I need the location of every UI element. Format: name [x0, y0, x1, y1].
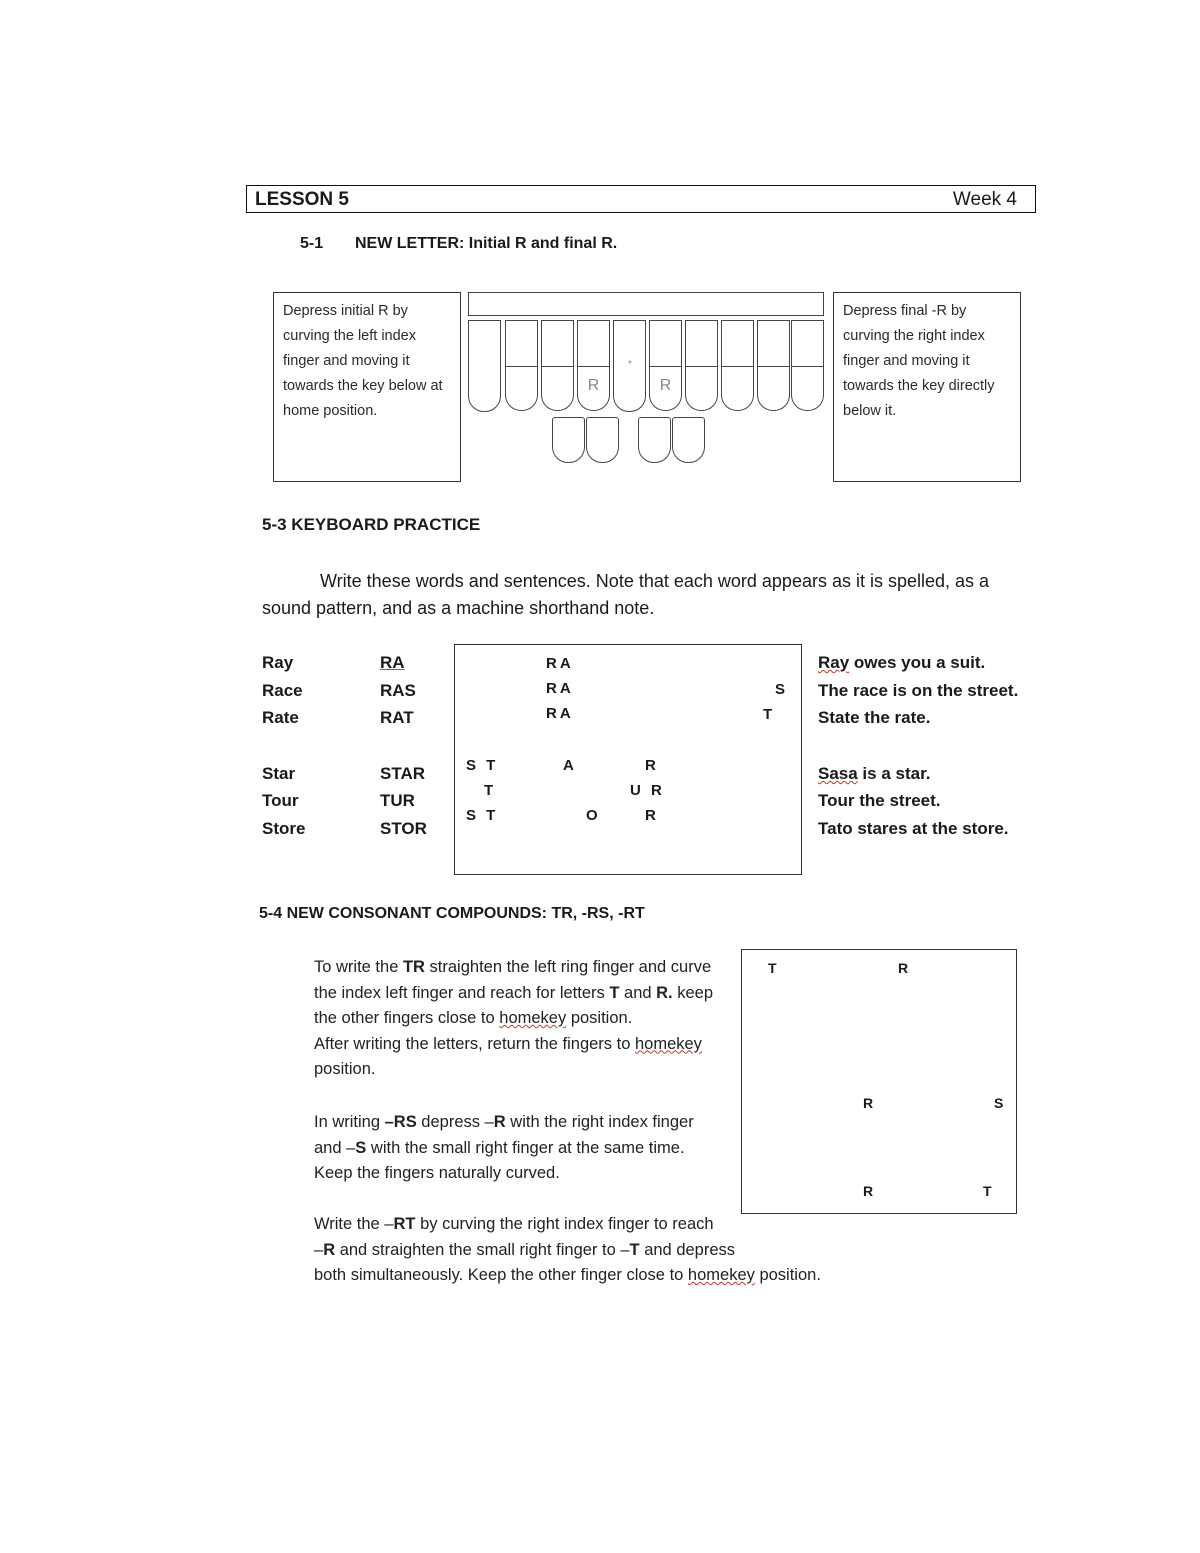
- key-star: [613, 320, 646, 412]
- sentence-rest: owes you a suit.: [849, 653, 986, 672]
- week-label: Week 4: [952, 189, 1017, 210]
- shorthand-stroke: RA: [546, 680, 574, 697]
- section-number: 5-1: [300, 235, 324, 252]
- stroke-letter: R: [863, 1183, 874, 1199]
- key-o: [586, 417, 619, 463]
- key-h: [577, 320, 610, 367]
- key-letter: R: [587, 377, 600, 394]
- sentence-first-word: State: [818, 708, 860, 727]
- shorthand-stroke: R: [645, 757, 659, 774]
- note-line: towards the key directly: [843, 378, 995, 394]
- key-u: [672, 417, 705, 463]
- sentence-rest: the street.: [854, 791, 941, 810]
- text: straighten the left ring finger and curve: [424, 958, 712, 976]
- para-line: [314, 1136, 784, 1162]
- practice-word: Ray: [262, 653, 294, 672]
- section-title: NEW LETTER: Initial R and final R.: [355, 235, 618, 252]
- text: and straighten the small right finger to –: [335, 1240, 630, 1259]
- text: and: [619, 983, 657, 1002]
- section-title: 5-4 NEW CONSONANT COMPOUNDS: TR, -RS, -RT: [259, 905, 645, 922]
- key-t: [505, 320, 538, 367]
- para-line: [314, 1212, 874, 1238]
- text: Write the –: [314, 1215, 394, 1233]
- left-instruction-box: [273, 292, 461, 482]
- text: homekey: [687, 1266, 755, 1284]
- key-final-r: [649, 367, 682, 411]
- sound-pattern: TUR: [380, 791, 415, 810]
- sentence-rest: is a star.: [857, 764, 931, 783]
- key-p: [541, 320, 574, 367]
- text: homekey: [499, 1009, 567, 1027]
- stroke-letter: S: [994, 1095, 1004, 1111]
- sentence-rest: race is on the street.: [848, 681, 1019, 700]
- key-w: [541, 367, 574, 411]
- practice-word: Rate: [262, 708, 299, 727]
- key-initial-r: [577, 367, 610, 411]
- rt-instruction-paragraph: [314, 1212, 874, 1289]
- text: and depress: [639, 1240, 736, 1259]
- star-label: *: [628, 359, 632, 370]
- key-s-right: [757, 367, 790, 411]
- key-b: [685, 367, 718, 411]
- key-e: [638, 417, 671, 463]
- key-a: [552, 417, 585, 463]
- key-p-right: [685, 320, 718, 367]
- practice-sentence: [818, 819, 1009, 839]
- key-letter: R: [659, 377, 672, 394]
- stroke-letter: R: [863, 1095, 874, 1111]
- para-line: [314, 955, 784, 981]
- lesson-header: [246, 185, 1036, 213]
- note-line: below it.: [843, 403, 897, 419]
- para-line: [314, 1263, 874, 1289]
- practice-sentence: [818, 653, 985, 673]
- text: After writing the letters, return the fingers to: [314, 1034, 635, 1053]
- note-line: curving the right index: [843, 328, 985, 344]
- text: and –: [314, 1138, 356, 1157]
- text: position.: [566, 1009, 633, 1027]
- note-line: towards the key below at: [283, 378, 443, 394]
- compound-strokes-box: [741, 949, 1017, 1214]
- shorthand-stroke: A: [563, 757, 577, 774]
- key-l: [721, 320, 754, 367]
- key-g: [721, 367, 754, 411]
- text: –: [314, 1240, 324, 1259]
- intro-paragraph: Write these words and sentences. Note that each word appears as it is spelled, as a sound pattern, and as a machine shorthand note.: [262, 571, 990, 618]
- key-s: [468, 320, 501, 412]
- sound-pattern: RA: [380, 653, 405, 672]
- note-line: Depress final -R by: [843, 303, 967, 319]
- steno-keyboard-diagram: [468, 292, 828, 467]
- shorthand-stroke: O: [586, 807, 601, 824]
- shorthand-stroke: R: [645, 807, 659, 824]
- shorthand-stroke: T: [484, 782, 497, 799]
- sentence-first-word: Ray: [818, 653, 850, 672]
- text: RT: [393, 1215, 416, 1233]
- stroke-letter: R: [898, 960, 909, 976]
- practice-word: Tour: [262, 791, 299, 810]
- text: T: [609, 983, 620, 1002]
- key-k: [505, 367, 538, 411]
- right-instruction-box: [833, 292, 1021, 482]
- text: T: [629, 1240, 640, 1259]
- shorthand-stroke: RA: [546, 705, 574, 722]
- practice-sentence: [818, 681, 1018, 701]
- practice-sentence: [818, 764, 930, 784]
- text: R.: [656, 983, 673, 1002]
- text: homekey: [634, 1034, 702, 1053]
- practice-sentence: [818, 791, 941, 811]
- shorthand-notes-box: [454, 644, 802, 875]
- note-line: finger and moving it: [843, 353, 970, 369]
- para-line: [314, 1238, 874, 1264]
- shorthand-stroke: S T: [466, 757, 499, 774]
- stroke-letter: T: [768, 960, 777, 976]
- sentence-first-word: The: [818, 681, 849, 700]
- text: position.: [754, 1266, 821, 1284]
- text: TR: [402, 958, 425, 976]
- text: R: [493, 1113, 506, 1131]
- shorthand-stroke: U R: [630, 782, 665, 799]
- section-title: 5-3 KEYBOARD PRACTICE: [262, 515, 481, 534]
- text: S: [355, 1138, 367, 1157]
- sound-pattern: STAR: [380, 764, 426, 783]
- sentence-first-word: Tour: [818, 791, 855, 810]
- text: depress –: [416, 1113, 494, 1131]
- text: by curving the right index finger to reach: [415, 1215, 714, 1233]
- para-line: [314, 981, 784, 1007]
- practice-word: Store: [262, 819, 306, 838]
- para-line: [314, 1006, 784, 1032]
- sound-pattern: STOR: [380, 819, 427, 838]
- text: To write the: [314, 958, 403, 976]
- shorthand-stroke: S T: [466, 807, 499, 824]
- sentence-first-word: Sasa: [818, 764, 858, 783]
- para-line: [314, 1032, 784, 1058]
- key-z: [791, 367, 824, 411]
- shorthand-stroke: S: [775, 681, 789, 698]
- text: the other fingers close to: [314, 1009, 500, 1027]
- para-line: [314, 1110, 784, 1136]
- text: the index left finger and reach for letters: [314, 983, 610, 1002]
- lesson-title: LESSON 5: [255, 189, 349, 210]
- stroke-letter: T: [983, 1183, 992, 1199]
- shorthand-stroke: RA: [546, 655, 574, 672]
- key-f: [649, 320, 682, 367]
- sentence-rest: the rate.: [859, 708, 931, 727]
- sound-pattern: RAT: [380, 708, 414, 727]
- text: with the right index finger: [505, 1113, 694, 1131]
- key-t-right: [757, 320, 790, 367]
- sentence-first-word: Tato: [818, 819, 853, 838]
- text: In writing: [314, 1113, 385, 1131]
- para-line: position.: [314, 1060, 376, 1078]
- text: both simultaneously. Keep the other finger close to: [314, 1266, 688, 1284]
- practice-word: Race: [262, 681, 303, 700]
- sentence-rest: stares at the store.: [852, 819, 1009, 838]
- text: keep: [672, 983, 714, 1002]
- shorthand-stroke: T: [763, 706, 776, 723]
- text: –RS: [384, 1113, 417, 1131]
- sound-pattern: RAS: [380, 681, 416, 700]
- para-line: Keep the fingers naturally curved.: [314, 1164, 560, 1182]
- rs-instruction-paragraph: [314, 1110, 784, 1187]
- tr-instruction-paragraph: [314, 955, 784, 1083]
- number-bar: [468, 292, 824, 316]
- note-line: finger and moving it: [283, 353, 410, 369]
- text: with the small right finger at the same time.: [366, 1138, 685, 1157]
- note-line: curving the left index: [283, 328, 416, 344]
- practice-sentence: [818, 708, 930, 728]
- note-line: Depress initial R by: [283, 303, 408, 319]
- note-line: home position.: [283, 403, 378, 419]
- text: R: [323, 1240, 336, 1259]
- key-d: [791, 320, 824, 367]
- practice-word: Star: [262, 764, 296, 783]
